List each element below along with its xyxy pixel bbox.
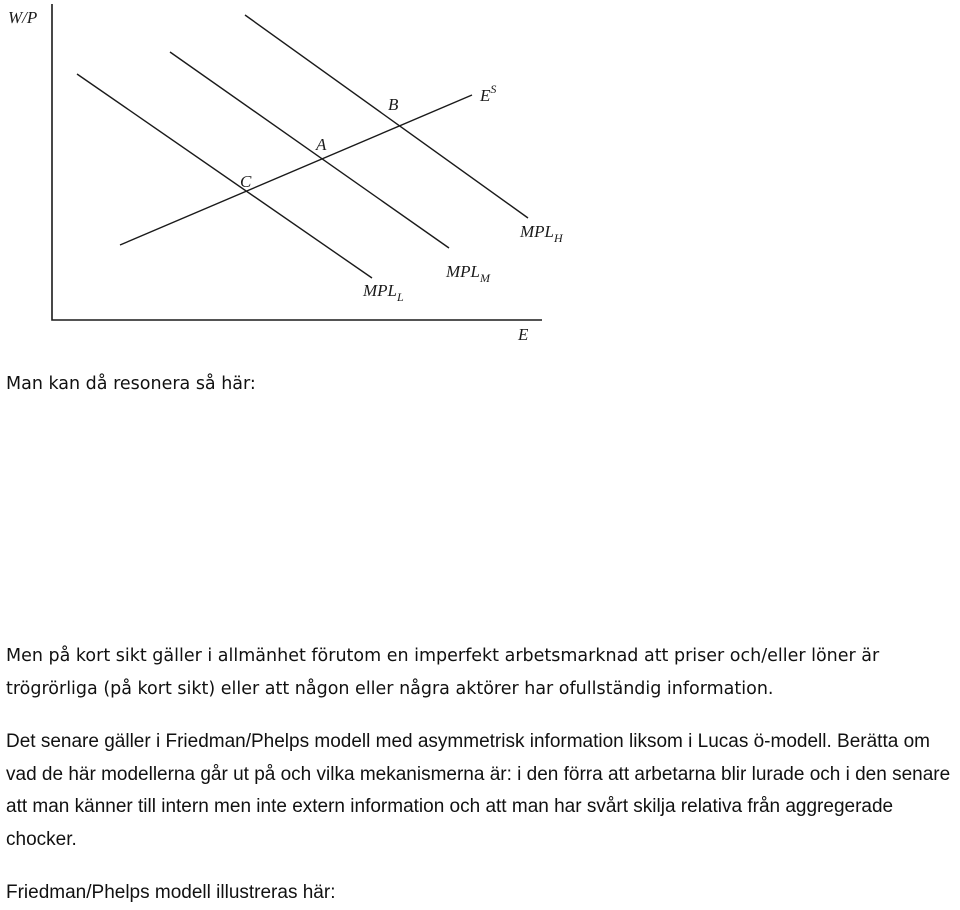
mpl-h-curve — [245, 15, 528, 218]
mpl-l-label: $MPL_L$ — [363, 281, 404, 304]
point-b-label: B — [388, 95, 399, 114]
point-a-label: A — [316, 135, 327, 154]
paragraph-intro: Man kan då resonera så här: — [6, 374, 256, 394]
paragraph-short-run: Men på kort sikt gäller i allmänhet förutom en imperfekt arbetsmarknad att priser och/eller löner är trögrörliga (på kort sikt) eller att någon eller några aktörer har ofullständig information. — [6, 646, 880, 699]
paragraph-models: Det senare gäller i Friedman/Phelps modell med asymmetrisk information liksom i Lucas ö-modell. Berätta om vad de här modellerna går ut på och vilka mekanismerna är: i den förra att arbetarna blir lurade och i den senare att man känner till intern men inte extern information och att man har svårt skilja relativa från aggregerade chocker. — [6, 731, 951, 850]
x-axis-label: E — [518, 325, 529, 344]
paragraph-illustration: Friedman/Phelps modell illustreras här: — [6, 882, 336, 903]
mpl-l-curve — [77, 74, 372, 278]
point-c-label: C — [240, 172, 252, 191]
mpl-h-label: $MPL_H$ — [520, 222, 563, 245]
mpl-m-label: $MPL_M$ — [446, 262, 490, 285]
labor-market-diagram — [0, 0, 600, 355]
labor-supply-curve — [120, 95, 472, 245]
y-axis-label: W/P — [8, 8, 38, 27]
mpl-m-curve — [170, 52, 449, 248]
supply-curve-label: $E^S$ — [480, 82, 497, 105]
